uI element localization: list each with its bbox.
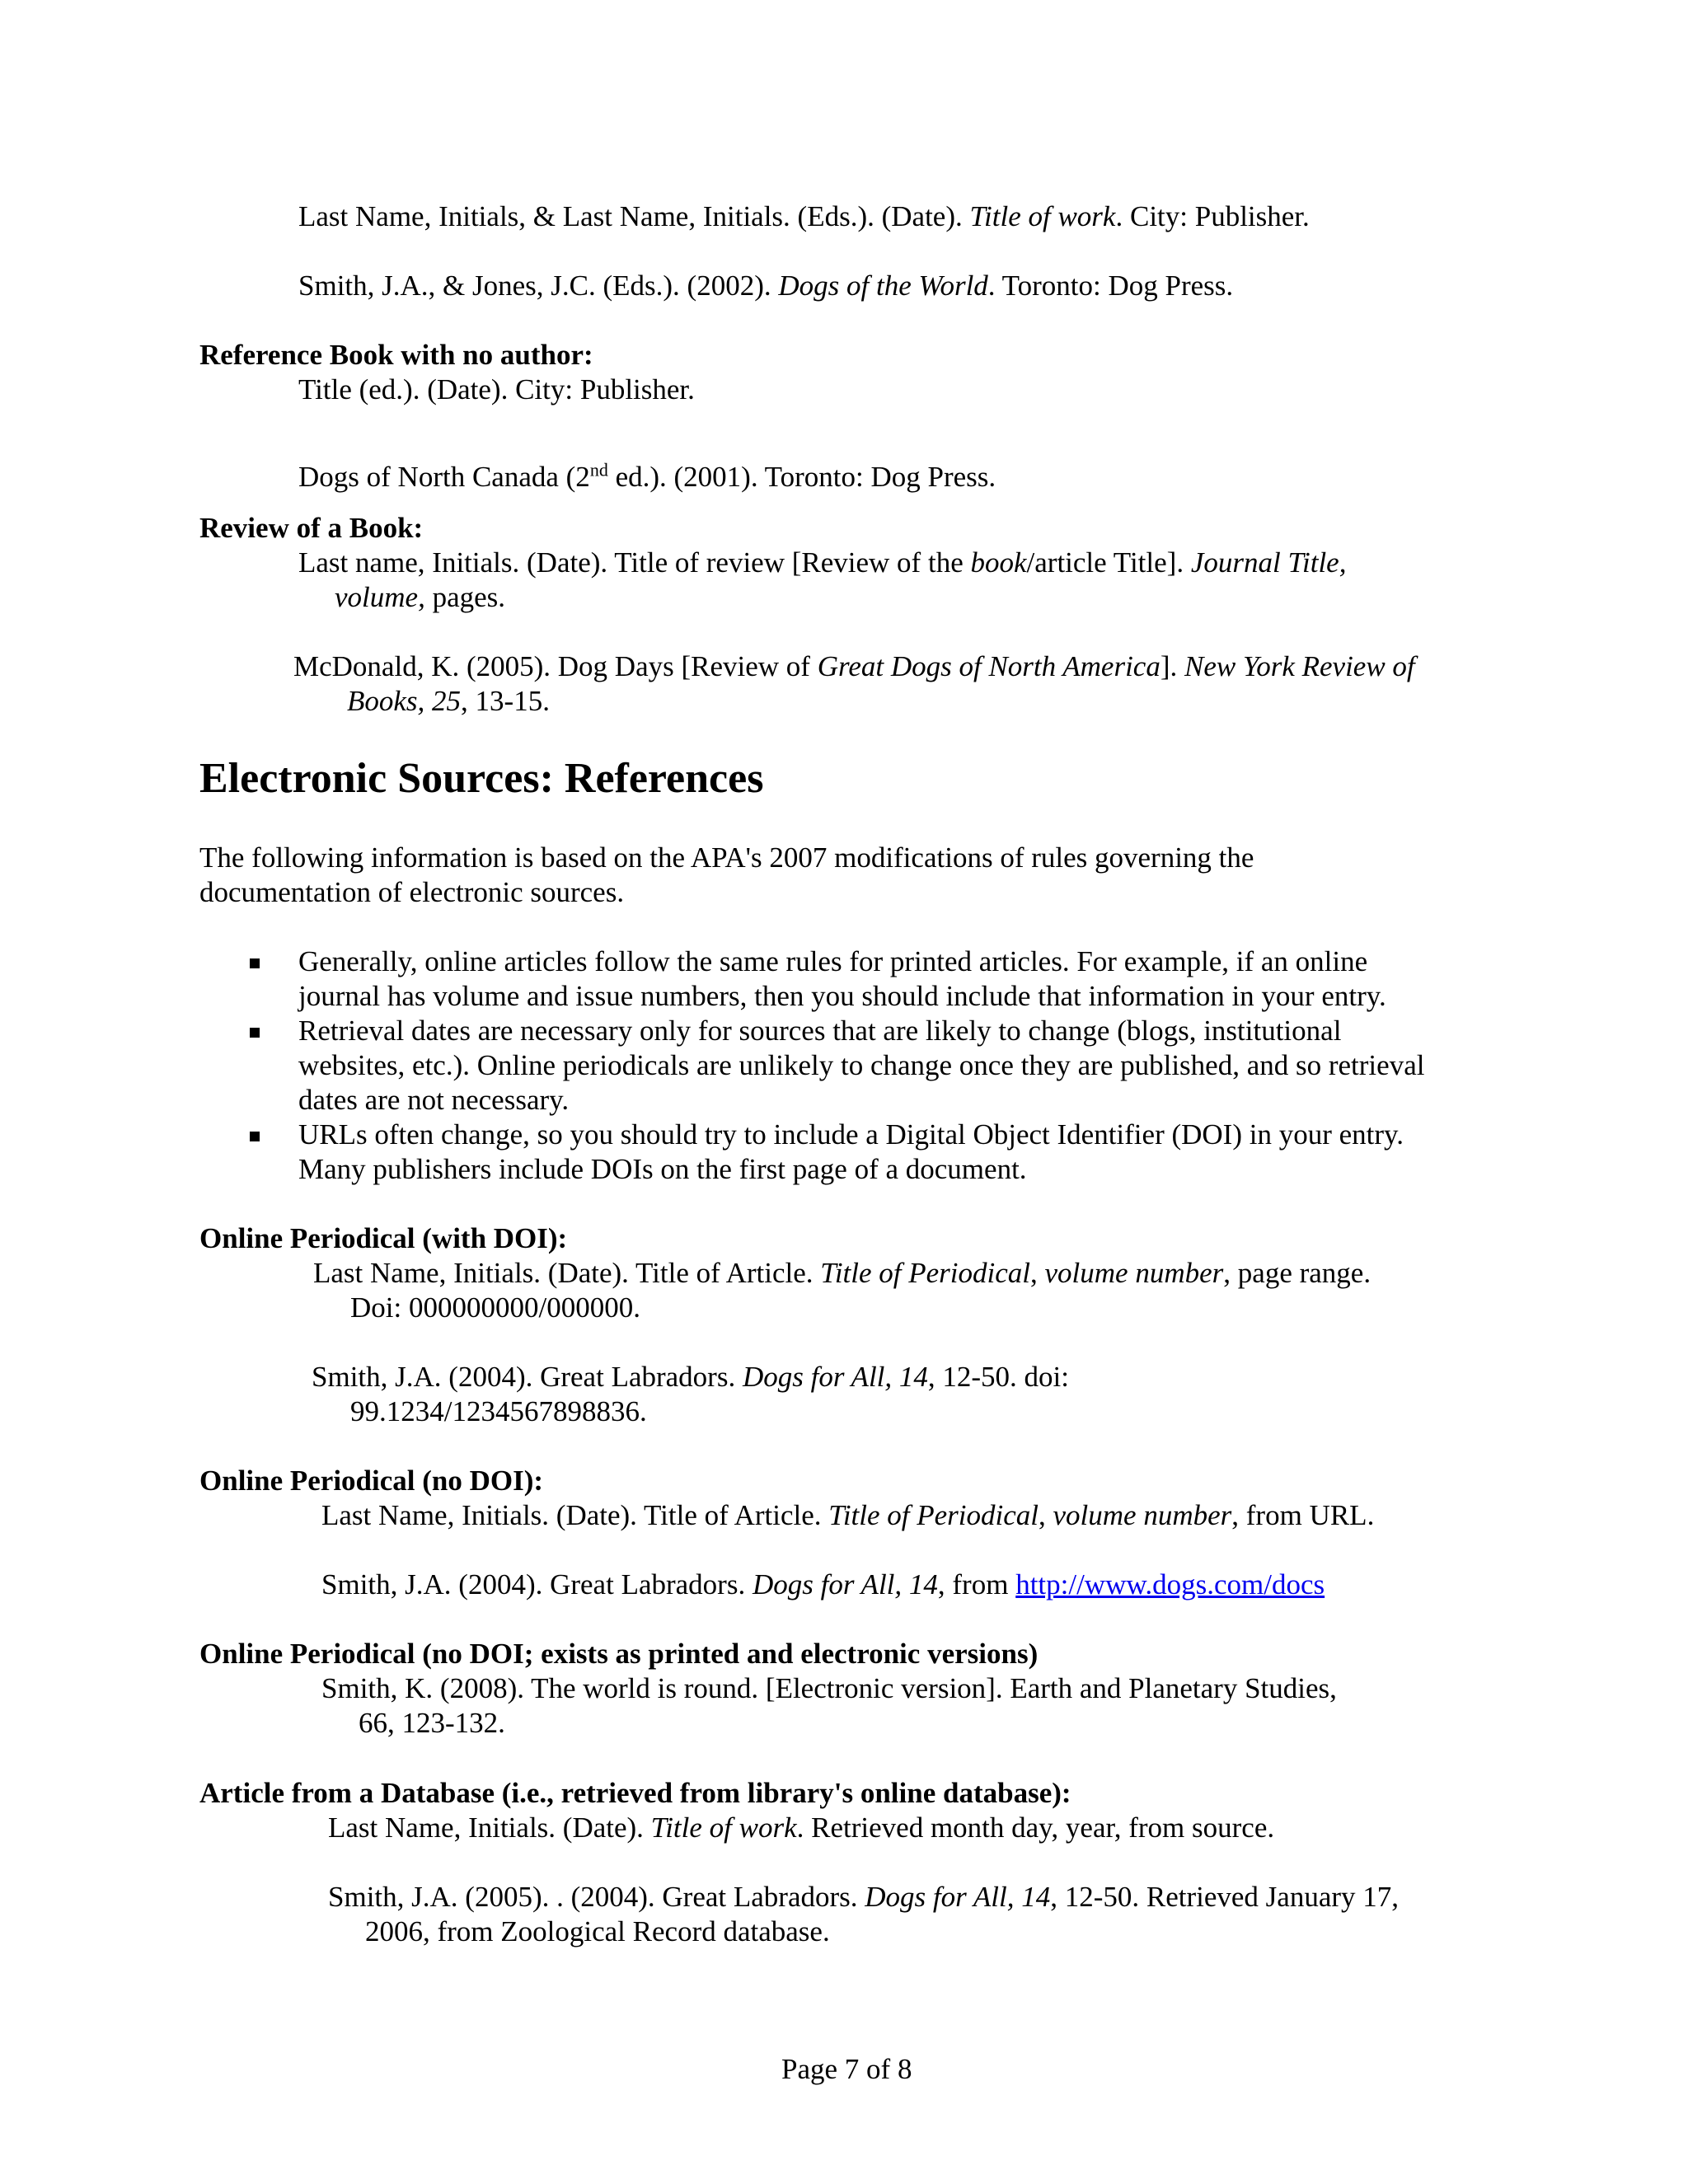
italic-text: Books, 25: [347, 685, 462, 717]
text-run: dates are not necessary.: [298, 1084, 570, 1116]
database-template: [328, 1811, 1274, 1845]
page-number: Page 7 of 8: [781, 2053, 912, 2085]
heading-online-periodical-print-electronic: Online Periodical (no DOI; exists as printed and electronic versions): [199, 1638, 1039, 1670]
text-run: . City: Publisher.: [1115, 200, 1310, 232]
intro-line-1: [199, 841, 1254, 875]
online-doi-example-line-1: [312, 1360, 1069, 1394]
text-run: The following information is based on the APA's 2007 modifications of rules governing the: [199, 841, 1254, 874]
bullet-marker-1: [250, 958, 260, 968]
text-run: ,: [1039, 1499, 1053, 1531]
text-run: journal has volume and issue numbers, then you should include that information in your entry.: [298, 980, 1386, 1012]
text-run: ].: [1160, 650, 1184, 682]
bullet-2-line-2: [298, 1048, 1424, 1083]
online-doi-template-line-1: [313, 1256, 1371, 1291]
print-electronic-line-1: [321, 1671, 1337, 1706]
online-no-doi-example: [321, 1568, 1325, 1602]
text-run: , 12-50. doi:: [927, 1361, 1069, 1393]
ref-no-author-template: [298, 373, 695, 407]
text-run: , from: [937, 1568, 1016, 1601]
text-run: Smith, J.A. (2004). Great Labradors.: [312, 1361, 743, 1393]
database-example-line-1: [328, 1880, 1399, 1915]
text-run: Many publishers include DOIs on the first page of a document.: [298, 1153, 1027, 1185]
ref-no-author-example: [298, 460, 996, 494]
text-run: ed.). (2001). Toronto: Dog Press.: [607, 461, 996, 493]
bullet-2-line-1: [298, 1014, 1341, 1048]
heading-review-of-book: Review of a Book:: [199, 512, 424, 544]
text-run: McDonald, K. (2005). Dog Days [Review of: [293, 650, 818, 682]
review-example-line-1: [293, 649, 1415, 684]
text-run: Doi: 000000000/000000.: [350, 1291, 640, 1324]
bullet-2-line-3: [298, 1083, 569, 1118]
text-run: Dogs of North Canada (2: [298, 461, 590, 493]
text-run: Last Name, Initials. (Date). Title of Article.: [321, 1499, 829, 1531]
text-run: 66, 123-132.: [359, 1707, 505, 1739]
text-run: . Retrieved month day, year, from source.: [796, 1811, 1275, 1844]
bullet-1-line-1: [298, 944, 1367, 979]
text-run: 2006, from Zoological Record database.: [365, 1915, 830, 1947]
text-run: websites, etc.). Online periodicals are unlikely to change once they are published, and so retrieval: [298, 1049, 1425, 1081]
text-run: , 13-15.: [461, 685, 550, 717]
online-no-doi-template: [321, 1498, 1374, 1533]
print-electronic-line-2: [359, 1706, 505, 1741]
italic-text: volume number: [1044, 1257, 1224, 1289]
text-run: Smith, K. (2008). The world is round. [Electronic version]. Earth and Planetary Studies,: [321, 1672, 1337, 1704]
heading-online-periodical-no-doi: Online Periodical (no DOI):: [199, 1465, 544, 1497]
italic-text: volume number: [1053, 1499, 1232, 1531]
italic-text: Dogs for All, 14: [865, 1881, 1051, 1913]
text-run: Smith, J.A. (2004). Great Labradors.: [321, 1568, 753, 1601]
italic-text: Title of work: [650, 1811, 797, 1844]
bullet-1-line-2: [298, 979, 1386, 1014]
text-run: ,: [1030, 1257, 1045, 1289]
heading-online-periodical-doi: Online Periodical (with DOI):: [199, 1222, 568, 1254]
italic-text: Title of work: [969, 200, 1116, 232]
review-template-line-2: [335, 580, 505, 615]
italic-text: Dogs for All, 14: [742, 1361, 928, 1393]
bullet-3-line-1: [298, 1118, 1404, 1152]
bullet-marker-3: [250, 1132, 260, 1141]
italic-text: Dogs for All, 14: [752, 1568, 938, 1601]
text-run: Last Name, Initials, & Last Name, Initials. (Eds.). (Date).: [298, 200, 970, 232]
book-editors-template: [298, 199, 1310, 234]
text-run: Last name, Initials. (Date). Title of review [Review of the: [298, 546, 971, 579]
italic-text: Title of Periodical: [820, 1257, 1031, 1289]
url-link[interactable]: http://www.dogs.com/docs: [1015, 1568, 1325, 1601]
review-template-line-1: [298, 546, 1346, 580]
text-run: , from URL.: [1231, 1499, 1375, 1531]
text-run: Title (ed.). (Date). City: Publisher.: [298, 373, 695, 405]
heading-article-from-database: Article from a Database (i.e., retrieved from library's online database):: [199, 1777, 1071, 1809]
text-run: Smith, J.A. (2005). . (2004). Great Labradors.: [328, 1881, 865, 1913]
italic-text: Dogs of the World: [778, 269, 988, 302]
text-run: 99.1234/1234567898836.: [350, 1395, 647, 1427]
section-title-electronic-sources: Electronic Sources: References: [199, 755, 764, 802]
text-run: Last Name, Initials. (Date). Title of Article.: [313, 1257, 821, 1289]
heading-reference-book-no-author: Reference Book with no author:: [199, 339, 593, 371]
italic-text: Title of Periodical: [828, 1499, 1039, 1531]
text-run: Retrieval dates are necessary only for sources that are likely to change (blogs, institutional: [298, 1015, 1342, 1047]
text-run: URLs often change, so you should try to include a Digital Object Identifier (DOI) in your entry.: [298, 1118, 1404, 1151]
italic-text: book: [970, 546, 1027, 579]
text-run: Generally, online articles follow the same rules for printed articles. For example, if an online: [298, 945, 1368, 977]
text-run: . Toronto: Dog Press.: [987, 269, 1234, 302]
bullet-3-line-2: [298, 1152, 1027, 1187]
bullet-marker-2: [250, 1028, 260, 1038]
italic-text: Great Dogs of North America: [817, 650, 1160, 682]
text-run: Last Name, Initials. (Date).: [328, 1811, 651, 1844]
italic-text: volume,: [335, 581, 425, 613]
superscript-text: nd: [589, 459, 608, 480]
intro-line-2: [199, 875, 624, 910]
online-doi-example-line-2: [350, 1394, 647, 1429]
text-run: /article Title].: [1026, 546, 1191, 579]
italic-text: Journal Title,: [1190, 546, 1347, 579]
review-example-line-2: [347, 684, 550, 719]
italic-text: New York Review of: [1184, 650, 1415, 682]
online-doi-template-line-2: [350, 1291, 640, 1325]
book-editors-example: [298, 269, 1233, 303]
text-run: documentation of electronic sources.: [199, 876, 625, 908]
text-run: , 12-50. Retrieved January 17,: [1050, 1881, 1400, 1913]
text-run: , page range.: [1223, 1257, 1372, 1289]
text-run: Smith, J.A., & Jones, J.C. (Eds.). (2002).: [298, 269, 779, 302]
text-run: pages.: [424, 581, 506, 613]
database-example-line-2: [365, 1915, 830, 1949]
